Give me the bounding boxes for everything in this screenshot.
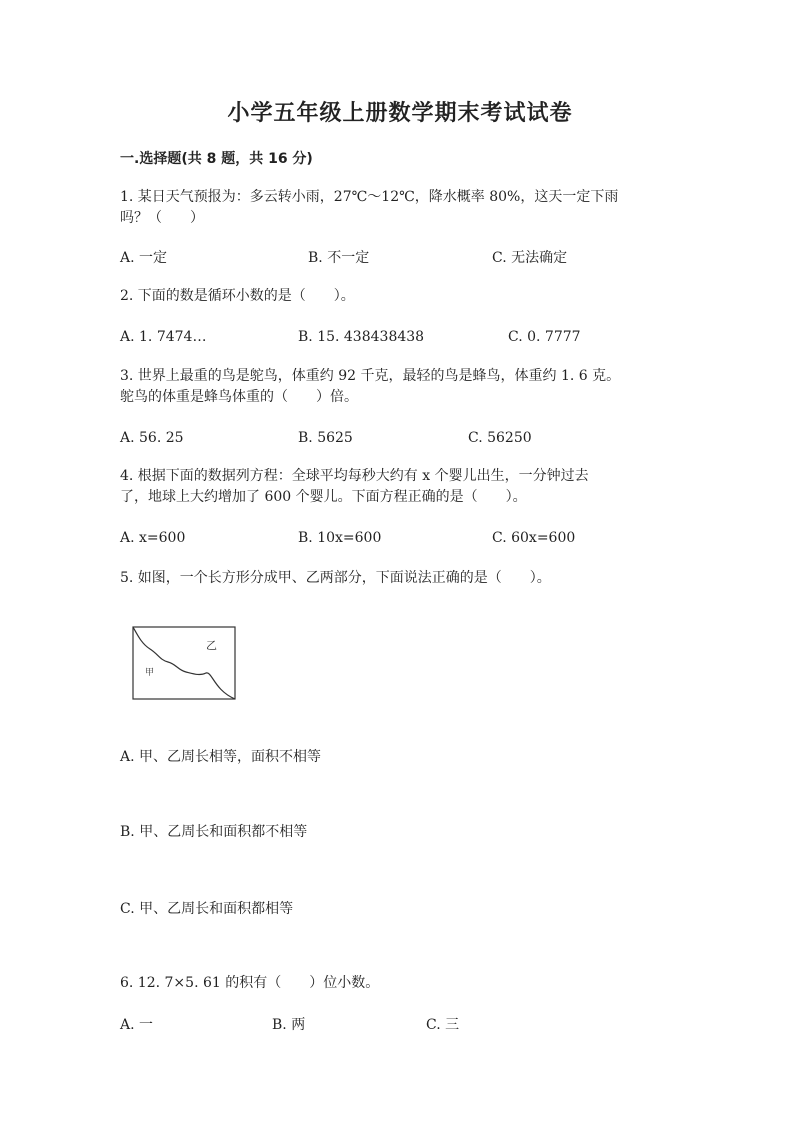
question-3-line-1: 3. 世界上最重的鸟是鸵鸟，体重约 92 千克，最轻的鸟是蜂鸟，体重约 1. 6 克。 bbox=[120, 368, 621, 384]
option-b: B. 5625 bbox=[298, 430, 353, 446]
option-c: C. 无法确定 bbox=[492, 250, 568, 266]
question-1-line-2: 吗？（ ） bbox=[120, 210, 204, 226]
option-a: A. 56. 25 bbox=[120, 430, 184, 446]
question-5-option-b: B. 甲、乙周长和面积都不相等 bbox=[120, 824, 308, 840]
question-2 bbox=[120, 286, 680, 307]
option-c: C. 56250 bbox=[468, 430, 532, 446]
option-c: C. 三 bbox=[426, 1017, 460, 1033]
question-1-line-1: 1. 某日天气预报为：多云转小雨，27℃～12℃，降水概率 80%，这天一定下雨 bbox=[120, 189, 619, 205]
dividing-curve bbox=[133, 627, 235, 699]
question-6 bbox=[120, 973, 680, 994]
question-5-option-a: A. 甲、乙周长相等，面积不相等 bbox=[120, 749, 322, 765]
question-4 bbox=[120, 466, 680, 508]
option-c: C. 60x=600 bbox=[492, 530, 576, 546]
question-3-line-2: 鸵鸟的体重是蜂鸟体重的（ ）倍。 bbox=[120, 389, 358, 405]
question-4-line-2: 了，地球上大约增加了 600 个婴儿。下面方程正确的是（ ）。 bbox=[120, 489, 527, 505]
question-5-line-1: 5. 如图，一个长方形分成甲、乙两部分，下面说法正确的是（ ）。 bbox=[120, 570, 551, 586]
rectangle-divided-diagram bbox=[130, 624, 238, 704]
label-jia: 甲 bbox=[145, 668, 155, 678]
question-5-option-c: C. 甲、乙周长和面积都相等 bbox=[120, 901, 294, 917]
question-6-line-1: 6. 12. 7×5. 61 的积有（ ）位小数。 bbox=[120, 975, 380, 991]
question-2-line-1: 2. 下面的数是循环小数的是（ ）。 bbox=[120, 288, 355, 304]
question-5-figure bbox=[130, 624, 238, 704]
section-heading: 一.选择题(共 8 题，共 16 分) bbox=[120, 151, 313, 167]
question-1 bbox=[120, 187, 680, 229]
question-5 bbox=[120, 568, 680, 589]
option-b: B. 不一定 bbox=[308, 250, 370, 266]
label-yi: 乙 bbox=[206, 639, 217, 652]
question-4-line-1: 4. 根据下面的数据列方程：全球平均每秒大约有 x 个婴儿出生，一分钟过去 bbox=[120, 468, 589, 484]
option-a: A. 一定 bbox=[120, 250, 168, 266]
option-b: B. 两 bbox=[272, 1017, 306, 1033]
option-a: A. x=600 bbox=[120, 530, 186, 546]
option-b: B. 10x=600 bbox=[298, 530, 382, 546]
question-3 bbox=[120, 366, 680, 408]
option-a: A. 1. 7474… bbox=[120, 329, 207, 345]
option-a: A. 一 bbox=[120, 1017, 154, 1033]
option-c: C. 0. 7777 bbox=[508, 329, 581, 345]
option-b: B. 15. 438438438 bbox=[298, 329, 425, 345]
page-title: 小学五年级上册数学期末考试试卷 bbox=[227, 101, 573, 126]
